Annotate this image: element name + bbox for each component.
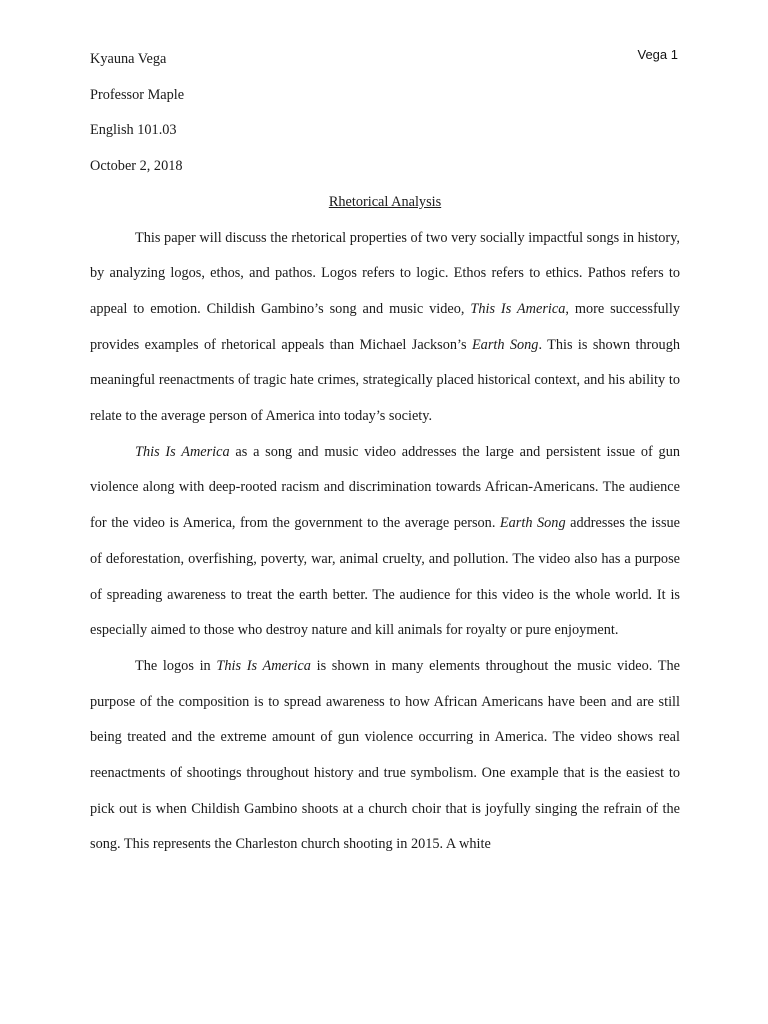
paper-title: Rhetorical Analysis — [328, 193, 442, 210]
italic-title-text: Earth Song — [471, 336, 539, 353]
paragraph-2 — [90, 435, 680, 649]
paragraph-text: is shown in many elements throughout the music video. The purpose of the composition is to spread awareness to how African Americans have been and are still being treated and the extreme amount of gun violence occurring in America. The video shows real reenactments of shootings throughout history and true symbolism. One example that is the easiest to pick out is when Childish Gambino shoots at a church choir that is joyfully singing the refrain of the song. This represents the Charleston church shooting in 2015. A white — [90, 657, 680, 853]
paragraph-3 — [90, 649, 680, 863]
paragraph-text: addresses the issue of deforestation, overfishing, poverty, war, animal cruelty, and pollution. The video also has a purpose of spreading awareness to treat the earth better. The audience for this video is the whole world. It is especially aimed to those who destroy nature and kill animals for royalty or pure enjoyment. — [90, 515, 681, 639]
italic-title-text: Earth Song — [499, 515, 566, 532]
paper-date: October 2, 2018 — [90, 158, 183, 175]
professor-name: Professor Maple — [90, 86, 185, 103]
paragraph-text: The logos in — [135, 657, 217, 674]
italic-title-text: This Is America — [135, 443, 230, 460]
running-head-page-number: Vega 1 — [637, 47, 678, 62]
course-name: English 101.03 — [90, 122, 177, 139]
italic-title-text: This Is America — [470, 300, 566, 317]
italic-title-text: This Is America — [216, 657, 311, 674]
document-body — [90, 42, 680, 863]
paragraph-text: as a song and music video addresses the large and persistent issue of gun violence along with deep-rooted racism and discrimination towards African-Americans. The audience for the video is America, from the government to the average person. — [90, 443, 680, 532]
paragraph-text: , more successfully provides examples of rhetorical appeals than Michael Jackson’s — [90, 300, 680, 353]
paragraph-1 — [90, 221, 680, 435]
paragraph-text: This paper will discuss the rhetorical properties of two very socially impactful songs in history, by analyzing logos, ethos, and pathos. Logos refers to logic. Ethos refers to ethics. Pathos refers to appeal to emotion. Childish Gambino’s song and music video, — [90, 229, 680, 317]
paragraph-text: . This is shown through meaningful reenactments of tragic hate crimes, strategically placed historical context, and his ability to relate to the average person of America into today’s society. — [90, 336, 680, 425]
author-name: Kyauna Vega — [90, 51, 167, 67]
